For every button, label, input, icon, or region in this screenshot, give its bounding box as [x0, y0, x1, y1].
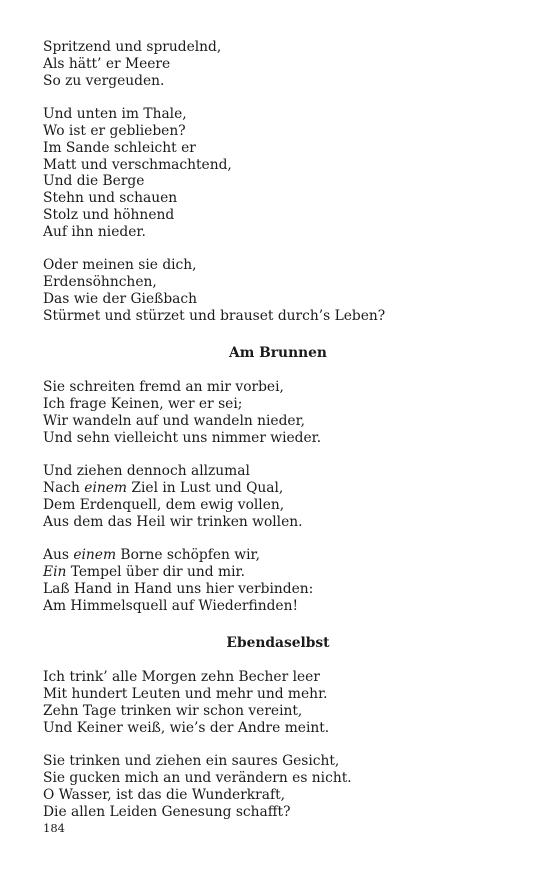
poem-title-ebendaselbst: Ebendaselbst — [226, 634, 330, 651]
poem-line: Ich frage Keinen, wer er sei; — [43, 396, 243, 413]
stanza — [43, 753, 513, 820]
poem-line: Zehn Tage trinken wir schon vereint, — [43, 702, 303, 719]
poem-line: Stolz und höhnend — [43, 206, 175, 223]
stanza — [43, 669, 513, 736]
poem-line: Erdensöhnchen, — [43, 274, 157, 291]
stanza — [43, 106, 513, 240]
poem-line: Und sehn vielleicht uns nimmer wieder. — [43, 429, 322, 446]
stanza — [43, 547, 513, 614]
book-page — [43, 39, 513, 820]
poem-line: Sie trinken und ziehen ein saures Gesicht, — [43, 753, 340, 770]
poem-line: Und unten im Thale, — [43, 106, 187, 123]
poem-line: Ein Tempel über dir und mir. — [43, 564, 245, 581]
stanza — [43, 257, 513, 324]
poem-line: Aus dem das Heil wir trinken wollen. — [43, 513, 303, 530]
stanza — [43, 39, 513, 89]
poem-line: Ich trink’ alle Morgen zehn Becher leer — [43, 669, 320, 686]
poem-line: Laß Hand in Hand uns hier verbinden: — [43, 580, 314, 597]
poem-line: Als hätt’ er Meere — [43, 55, 171, 72]
poem-line: Im Sande schleicht er — [43, 139, 196, 156]
poem-line: Wo ist er geblieben? — [43, 122, 186, 139]
poem-line: So zu vergeuden. — [43, 72, 165, 89]
poem-line: Stehn und schauen — [43, 190, 178, 207]
poem-line: Sie gucken mich an und verändern es nicht. — [43, 770, 352, 787]
poem-line: Nach einem Ziel in Lust und Qual, — [43, 480, 284, 497]
page-number: 184 — [43, 821, 65, 835]
poem-title-am-brunnen: Am Brunnen — [229, 344, 327, 361]
poem-line: Auf ihn nieder. — [43, 223, 146, 240]
poem-line: Sie schreiten fremd an mir vorbei, — [43, 379, 284, 396]
poem-line: Und die Berge — [43, 173, 145, 190]
poem-line: Und Keiner weiß, wie’s der Andre meint. — [43, 719, 330, 736]
poem-line: Aus einem Borne schöpfen wir, — [43, 547, 260, 564]
poem-line: Matt und verschmachtend, — [43, 156, 232, 173]
poem-line: Das wie der Gießbach — [43, 290, 197, 307]
stanza — [43, 379, 513, 446]
poem-am-brunnen — [43, 379, 513, 614]
stanza — [43, 463, 513, 530]
poem-continuation — [43, 39, 513, 325]
poem-ebendaselbst — [43, 669, 513, 820]
poem-line: Die allen Leiden Genesung schafft? — [43, 803, 291, 820]
poem-line: Und ziehen dennoch allzumal — [43, 463, 250, 480]
poem-line: Wir wandeln auf und wandeln nieder, — [43, 412, 306, 429]
poem-line: Oder meinen sie dich, — [43, 257, 197, 274]
poem-line: Spritzend und sprudelnd, — [43, 39, 222, 55]
poem-line: Dem Erdenquell, dem ewig vollen, — [43, 496, 285, 513]
poem-line: O Wasser, ist das die Wunderkraft, — [43, 786, 286, 803]
poem-line: Am Himmelsquell auf Wiederfinden! — [43, 597, 299, 614]
poem-line: Mit hundert Leuten und mehr und mehr. — [43, 686, 328, 703]
poem-line: Stürmet und stürzet und brauset durch’s Leben? — [43, 307, 386, 324]
